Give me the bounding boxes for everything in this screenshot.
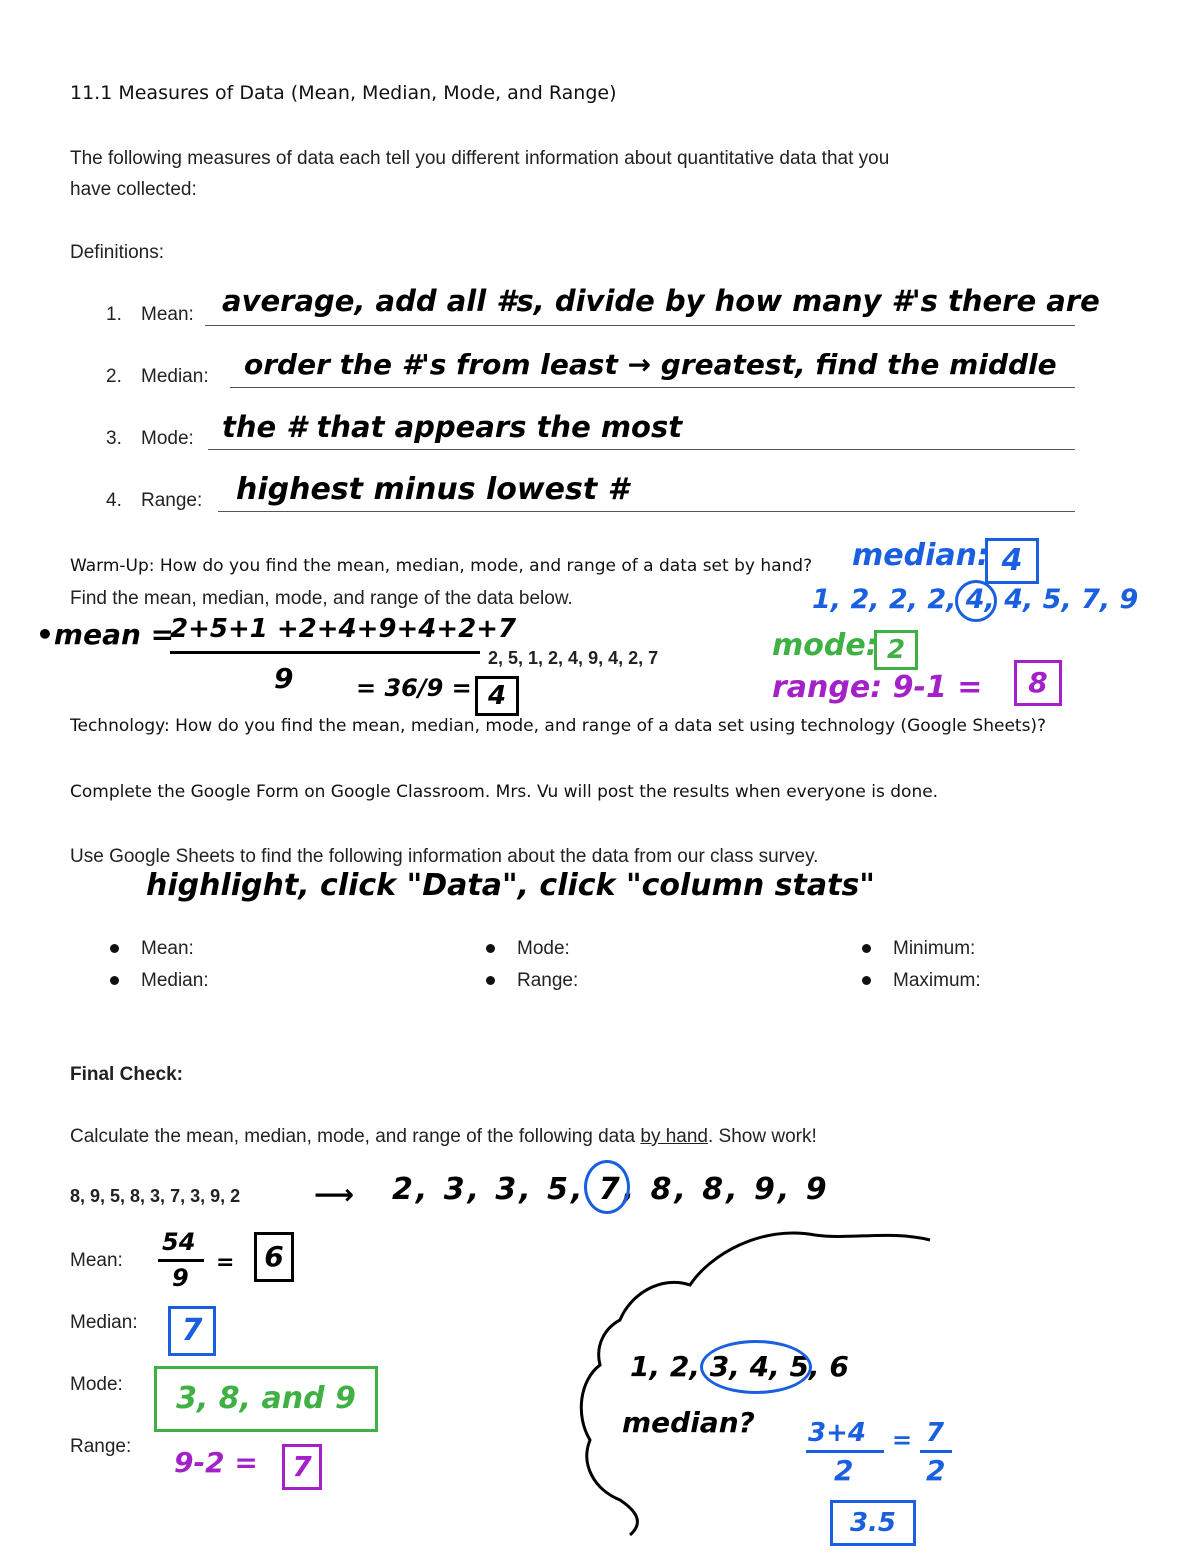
warmup-range-answer-box <box>1014 660 1062 706</box>
warmup-mode-label: mode: <box>772 628 878 663</box>
definition-mean-line <box>205 325 1075 326</box>
warmup-mean-label: •mean = <box>36 618 175 651</box>
warmup-mean-answer: 4 <box>487 681 507 711</box>
cloud-eq-denominator: 2 <box>926 1454 946 1487</box>
definition-mode-answer: the # that appears the most <box>222 410 683 444</box>
definition-mode-number: 3. <box>106 428 122 449</box>
final-median-answer-box <box>168 1306 216 1356</box>
warmup-range-label: range: 9-1 = <box>772 670 983 705</box>
final-mean-answer-box <box>254 1232 294 1282</box>
definition-range-line <box>218 511 1075 512</box>
warmup-mean-result: = 36/9 = <box>356 674 472 702</box>
warmup-mean-numerator: 2+5+1 +2+4+9+4+2+7 <box>170 614 517 644</box>
final-mean-label: Mean: <box>70 1250 123 1271</box>
warmup-range-answer: 8 <box>1028 666 1048 699</box>
final-range-answer-box <box>282 1444 322 1490</box>
final-mean-answer: 6 <box>264 1240 284 1273</box>
warmup-mean-denominator: 9 <box>274 662 294 695</box>
definition-mean-label: Mean: <box>141 304 194 325</box>
cloud-answer-box <box>830 1500 916 1546</box>
bullet-dot <box>862 944 871 953</box>
cloud-eq-numerator: 7 <box>926 1418 945 1448</box>
cloud-fraction-bar <box>806 1450 884 1453</box>
warmup-median-answer: 4 <box>1001 543 1023 578</box>
bullet-mode <box>486 938 570 960</box>
warmup-median-label: median: <box>852 538 989 573</box>
cloud-equals: = <box>892 1426 913 1454</box>
warmup-question: Warm-Up: How do you find the mean, median, mode, and range of a data set by hand? <box>70 556 813 576</box>
bullet-dot <box>486 944 495 953</box>
cloud-number-list: 1, 2, 3, 4, 5, 6 <box>630 1350 849 1383</box>
final-range-expression: 9-2 = <box>174 1446 258 1479</box>
warmup-data: 2, 5, 1, 2, 4, 9, 4, 2, 7 <box>488 648 659 668</box>
bullet-mean-label: Mean: <box>141 938 194 959</box>
bullet-minimum <box>862 938 975 960</box>
final-sorted-data: 2, 3, 3, 5, 7, 8, 8, 9, 9 <box>392 1172 830 1207</box>
warmup-median-answer-box <box>985 538 1039 584</box>
bullet-dot <box>862 976 871 985</box>
technology-form-instruction: Complete the Google Form on Google Classroom. Mrs. Vu will post the results when everyone is done. <box>70 782 939 802</box>
definition-mean-number: 1. <box>106 304 122 325</box>
final-instruction-end: . Show work! <box>708 1126 817 1147</box>
warmup-sorted-data: 1, 2, 2, 2, 4, 4, 5, 7, 9 <box>812 584 1139 615</box>
definitions-label: Definitions: <box>70 242 164 263</box>
bullet-maximum-label: Maximum: <box>893 970 981 991</box>
final-median-label: Median: <box>70 1312 138 1333</box>
bullet-dot <box>110 976 119 985</box>
warmup-mean-fraction-bar <box>170 651 480 654</box>
technology-instruction: Use Google Sheets to find the following information about the data from our class survey. <box>70 846 819 867</box>
cloud-median-circle <box>700 1340 812 1394</box>
intro-line-2: have collected: <box>70 179 197 200</box>
final-instruction-text: Calculate the mean, median, mode, and range of the following data <box>70 1126 641 1147</box>
warmup-mode-answer: 2 <box>886 635 906 665</box>
final-data: 8, 9, 5, 8, 3, 7, 3, 9, 2 <box>70 1186 241 1206</box>
definition-mode-line <box>208 449 1075 450</box>
cloud-median-question: median? <box>622 1406 755 1439</box>
definition-range-number: 4. <box>106 490 122 511</box>
final-range-answer: 7 <box>292 1450 312 1483</box>
final-mean-fraction-bar <box>158 1259 204 1262</box>
final-instruction-underlined: by hand <box>640 1126 708 1147</box>
bullet-median-label: Median: <box>141 970 209 991</box>
page-title: 11.1 Measures of Data (Mean, Median, Mode, and Range) <box>70 82 617 104</box>
arrow-icon: ⟶ <box>314 1178 355 1211</box>
warmup-mean-answer-box <box>475 676 519 716</box>
warmup-mode-answer-box <box>874 630 918 670</box>
bullet-range-label: Range: <box>517 970 579 991</box>
cloud-answer: 3.5 <box>849 1508 897 1538</box>
final-check-heading: Final Check: <box>70 1064 183 1085</box>
bullet-median <box>110 970 209 992</box>
final-mode-answer: 3, 8, and 9 <box>176 1381 356 1416</box>
bullet-dot <box>486 976 495 985</box>
bullet-mode-label: Mode: <box>517 938 570 959</box>
final-mean-equals: = <box>216 1250 235 1275</box>
final-range-label: Range: <box>70 1436 132 1457</box>
intro-line-1: The following measures of data each tell you different information about quantitative data that you <box>70 148 890 169</box>
final-instruction <box>70 1126 817 1148</box>
final-median-answer: 7 <box>181 1313 203 1348</box>
cloud-eq-fraction-bar <box>920 1450 952 1453</box>
definition-median-answer: order the #'s from least → greatest, find the middle <box>244 348 1057 381</box>
bullet-dot <box>110 944 119 953</box>
cloud-numerator: 3+4 <box>808 1418 866 1448</box>
final-median-circle <box>584 1160 630 1214</box>
cloud-denominator: 2 <box>834 1454 854 1487</box>
warmup-instruction: Find the mean, median, mode, and range of the data below. <box>70 588 573 609</box>
definition-mean-answer: average, add all #s, divide by how many #'s there are <box>222 284 1100 318</box>
final-mode-answer-box <box>154 1366 378 1432</box>
definition-range-answer: highest minus lowest # <box>236 472 629 507</box>
warmup-median-circle <box>955 580 997 622</box>
final-mode-label: Mode: <box>70 1374 123 1395</box>
bullet-maximum <box>862 970 981 992</box>
technology-handwritten-note: highlight, click "Data", click "column stats" <box>146 868 875 903</box>
bullet-minimum-label: Minimum: <box>893 938 976 959</box>
final-mean-denominator: 9 <box>172 1264 189 1292</box>
definition-median-label: Median: <box>141 366 209 387</box>
bullet-mean <box>110 938 194 960</box>
definition-median-number: 2. <box>106 366 122 387</box>
bullet-range <box>486 970 578 992</box>
definition-range-label: Range: <box>141 490 203 511</box>
technology-question: Technology: How do you find the mean, median, mode, and range of a data set using technology (Google Sheets)? <box>70 716 1047 736</box>
definition-median-line <box>230 387 1075 388</box>
definition-mode-label: Mode: <box>141 428 194 449</box>
final-mean-numerator: 54 <box>162 1228 196 1256</box>
